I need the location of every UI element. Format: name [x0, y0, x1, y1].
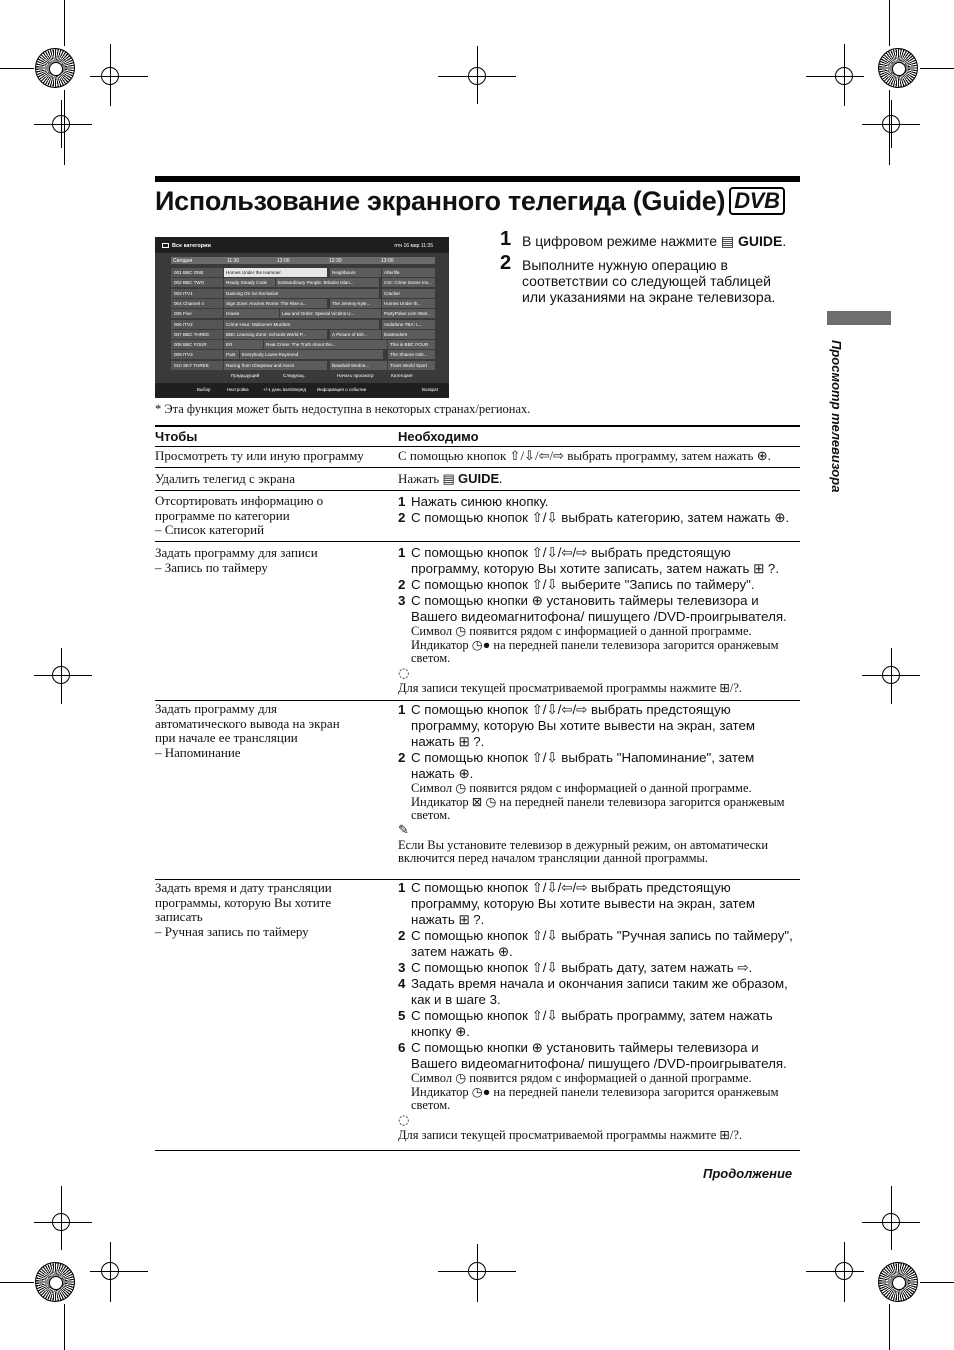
epg-channel: 001 BBC ONE	[171, 268, 223, 277]
guide-key-icon: ▤	[442, 471, 455, 486]
epg-program[interactable]: House	[223, 309, 279, 318]
memo-icon: ✎	[398, 822, 409, 838]
epg-program[interactable]: Real Crime: The Truth About the...	[263, 340, 387, 349]
epg-program[interactable]: Racing from Chepstow and Ascot	[223, 361, 327, 370]
tip-icon: ◌	[398, 665, 410, 681]
guide-icon	[162, 243, 169, 248]
crosshair-icon	[101, 1262, 119, 1280]
instruction-step: 3 С помощью кнопки ⊕ установить таймеры телевизора и Вашего видеомагнитофона/ пишущего /DVD-проигрывателя.	[398, 593, 787, 624]
epg-program[interactable]: Sign Zone: Ancient Rome: The Rise a...	[223, 299, 327, 308]
epg-program[interactable]: ER	[223, 340, 263, 349]
epg-channel: 007 BBC THREE	[171, 330, 223, 339]
epg-channel: 008 BBC FOUR	[171, 340, 223, 349]
epg-program[interactable]: Everybody Loves Raymond	[239, 350, 383, 359]
col-head-left: Чтобы	[155, 429, 198, 444]
row-rule	[155, 490, 800, 491]
epg-timebar	[171, 257, 435, 264]
epg-program[interactable]: Neighbours	[329, 268, 381, 277]
footnote: * Эта функция может быть недоступна в некоторых странах/регионах.	[155, 402, 531, 416]
guide-key-label: GUIDE	[457, 471, 500, 486]
epg-date: птн 16 мар 11:35	[394, 243, 433, 249]
epg-program[interactable]: This is BBC FOUR	[387, 340, 435, 349]
epg-program[interactable]: CSI: Crime Scene Inv...	[381, 278, 435, 287]
epg-program[interactable]: A Picture of Brit...	[329, 330, 381, 339]
epg-row[interactable]	[171, 299, 435, 308]
instruction-step: 4 Задать время начала и окончания записи таким же образом, как и в шаге 3.	[398, 976, 788, 1007]
row6-left: Задать время и дату трансляции программы, которую Вы хотите записать – Ручная запись по таймеру	[155, 880, 332, 939]
row5-left: Задать программу для автоматического вывода на экран при начале ее трансляции – Напоминание	[155, 701, 340, 760]
tip-text: Для записи текущей просматриваемой программы нажмите ⊞/?.	[398, 680, 742, 695]
epg-channel: 009 ITV3	[171, 350, 223, 359]
step-1-number: 1	[500, 228, 512, 250]
instruction-step: 1 С помощью кнопок ⇧/⇩/⇦/⇨ выбрать предстоящую программу, которую Вы хотите вывести на экран, затем нажать ⊞ ?.	[398, 880, 756, 927]
row4-left: Задать программу для записи – Запись по таймеру	[155, 545, 318, 575]
dvb-badge-icon: DVB	[729, 187, 785, 215]
registration-dial-icon	[878, 48, 918, 88]
row2-right: Нажать ▤ GUIDE.	[398, 471, 503, 486]
epg-row[interactable]	[171, 361, 435, 370]
epg-program[interactable]: PartyPoker.com Worl...	[381, 309, 435, 318]
tip-icon: ◌	[398, 1112, 410, 1128]
epg-footer	[155, 383, 449, 398]
row2-left: Удалить телегид с экрана	[155, 471, 295, 486]
epg-channel: 002 BBC TWO	[171, 278, 223, 287]
epg-program[interactable]: Homes Under the Hammer	[223, 268, 327, 277]
epg-program[interactable]: BBC Learning Zone: Schools World P...	[223, 330, 327, 339]
epg-row[interactable]	[171, 289, 435, 298]
epg-program[interactable]: Afterlife	[381, 268, 435, 277]
row-rule	[155, 446, 800, 447]
epg-foot-info: Информация о событии	[317, 387, 367, 392]
epg-foot-select: Выбор	[197, 387, 211, 392]
crosshair-icon	[468, 67, 486, 85]
step-2-number: 2	[500, 252, 512, 274]
epg-program[interactable]: Crime Hour: Midsomer Murders	[223, 320, 379, 329]
instruction-note: Символ ◷ появится рядом с информацией о данной программе. Индикатор ◷● на передней панели телевизора загорится оранжевым светом.	[411, 624, 779, 665]
epg-program[interactable]: Dancing On Ice Exclusive	[223, 289, 379, 298]
page-title-text: Использование экранного телегида (Guide)	[155, 186, 726, 216]
epg-channel: 005 Five	[171, 309, 223, 318]
epg-foot-setup: Настройка	[227, 387, 249, 392]
instruction-step: 2 С помощью кнопок ⇧/⇩ выберите "Запись по таймеру".	[398, 577, 755, 592]
instruction-step: 1 С помощью кнопок ⇧/⇩/⇦/⇨ выбрать предстоящую программу, которую Вы хотите записать, затем нажать ⊞ ?.	[398, 545, 780, 576]
epg-foot-day: +/-1 день вал/вперёд	[263, 387, 306, 392]
epg-program[interactable]: Eastenders	[381, 330, 435, 339]
section-tab	[827, 311, 891, 325]
row3-left: Отсортировать информацию о программе по категории – Список категорий	[155, 493, 324, 537]
table-top-rule	[155, 425, 800, 427]
instruction-step: 3 С помощью кнопок ⇧/⇩ выбрать дату, затем нажать ⇨.	[398, 960, 753, 975]
epg-screen	[155, 237, 449, 398]
step-1-text: В цифровом режиме нажмите ▤ GUIDE.	[522, 233, 787, 249]
crosshair-icon	[52, 666, 70, 684]
epg-channel: 010 SKY THREE	[171, 361, 223, 370]
guide-key-label: GUIDE	[738, 233, 783, 249]
instruction-step: 2 С помощью кнопок ⇧/⇩ выбрать категорию, затем нажать ⊕.	[398, 510, 790, 525]
epg-time: 12:00	[277, 258, 290, 264]
epg-today: Сегодня	[173, 258, 193, 264]
instruction-note: Символ ◷ появится рядом с информацией о данной программе. Индикатор ◷● на передней панели телевизора загорится оранжевым светом.	[411, 1071, 779, 1112]
epg-program[interactable]: Trans World Sport	[387, 361, 435, 370]
instruction-step: 2 С помощью кнопок ⇧/⇩ выбрать "Ручная запись по таймеру", затем нажать ⊕.	[398, 928, 793, 959]
epg-row[interactable]	[171, 340, 435, 349]
epg-time: 11:30	[227, 258, 240, 264]
epg-foot-return: Возврат	[422, 387, 439, 392]
epg-row[interactable]	[171, 309, 435, 318]
epg-category: Все категории	[172, 243, 211, 249]
instruction-step: 1 С помощью кнопок ⇧/⇩/⇦/⇨ выбрать предстоящую программу, которую Вы хотите вывести на экран, затем нажать ⊞ ?.	[398, 702, 756, 749]
continued-label: Продолжение	[703, 1166, 793, 1181]
table-bottom-rule	[155, 1150, 800, 1151]
epg-row[interactable]	[171, 350, 435, 359]
epg-program[interactable]: Extraordinary People: Britains Islan...	[275, 278, 379, 287]
crosshair-icon	[835, 1262, 853, 1280]
row1-left: Просмотреть ту или иную программу	[155, 448, 364, 463]
instruction-step: 1 Нажать синюю кнопку.	[398, 494, 549, 509]
tip-text: Для записи текущей просматриваемой программы нажмите ⊞/?.	[398, 1127, 742, 1142]
epg-channel: 006 ITV2	[171, 320, 223, 329]
row3-right	[398, 494, 800, 526]
epg-time: 13:00	[381, 258, 394, 264]
epg-nav-next[interactable]: Следующ.	[283, 373, 305, 378]
epg-row[interactable]	[171, 278, 435, 287]
section-side-label: Просмотр телевизора	[829, 340, 844, 493]
guide-key-icon: ▤	[720, 233, 735, 249]
epg-program[interactable]: Ready Steady Cook	[223, 278, 275, 287]
row-rule	[155, 467, 800, 468]
epg-row[interactable]	[171, 320, 435, 329]
instruction-note: Символ ◷ появится рядом с информацией о данной программе. Индикатор ⊠ ◷ на передней панели телевизора загорится оранжевым светом.	[411, 781, 785, 822]
epg-nav-category[interactable]: Категория	[391, 373, 413, 378]
epg-program[interactable]: Baseball Wedne...	[329, 361, 387, 370]
epg-channel: 003 ITV1	[171, 289, 223, 298]
epg-program[interactable]: Law and Order: Special Victims U...	[279, 309, 383, 318]
epg-program[interactable]: Homes Under th...	[381, 299, 435, 308]
epg-nav-prev[interactable]: Предыдущий	[231, 373, 260, 378]
col-head-right: Необходимо	[398, 429, 479, 444]
row1-right: С помощью кнопок ⇧/⇩/⇦/⇨ выбрать программу, затем нажать ⊕.	[398, 448, 771, 463]
crosshair-icon	[468, 1262, 486, 1280]
crosshair-icon	[882, 1213, 900, 1231]
title-rule	[155, 176, 800, 182]
crosshair-icon	[101, 67, 119, 85]
row5-right	[398, 702, 800, 865]
epg-nav-watch[interactable]: Начать просмотр	[337, 373, 374, 378]
epg-nav	[227, 373, 437, 380]
row-rule	[155, 541, 800, 542]
instruction-step: 6 С помощью кнопки ⊕ установить таймеры телевизора и Вашего видеомагнитофона/ пишущего /DVD-проигрывателя.	[398, 1040, 787, 1071]
epg-program[interactable]: Cracker	[381, 289, 435, 298]
instruction-step: 5 С помощью кнопок ⇧/⇩ выбрать программу, затем нажать кнопку ⊕.	[398, 1008, 773, 1039]
registration-dial-icon	[878, 1262, 918, 1302]
crosshair-icon	[52, 115, 70, 133]
row4-right	[398, 545, 800, 695]
crosshair-icon	[882, 115, 900, 133]
epg-program[interactable]: The Sharon Osb...	[387, 350, 435, 359]
epg-header	[155, 237, 449, 253]
epg-program[interactable]: The Jeremy Kyle...	[329, 299, 381, 308]
epg-row[interactable]	[171, 268, 435, 277]
epg-program[interactable]: Vodafone TBA: L...	[381, 320, 435, 329]
epg-program[interactable]: Past	[223, 350, 239, 359]
epg-row[interactable]	[171, 330, 435, 339]
crosshair-icon	[835, 67, 853, 85]
memo-text: Если Вы установите телевизор в дежурный режим, он автоматически включится перед началом трансляции данной программы.	[398, 837, 769, 865]
epg-time: 12:30	[329, 258, 342, 264]
page-title	[155, 186, 785, 217]
registration-dial-icon	[35, 48, 75, 88]
instruction-step: 2 С помощью кнопок ⇧/⇩ выбрать "Напоминание", затем нажать ⊕.	[398, 750, 755, 781]
crosshair-icon	[52, 1213, 70, 1231]
row6-right	[398, 880, 800, 1142]
step-2-text: Выполните нужную операцию в соответствии со следующей таблицей или указаниями на экране телевизора.	[522, 257, 776, 305]
registration-dial-icon	[35, 1262, 75, 1302]
crosshair-icon	[882, 666, 900, 684]
epg-channel: 004 Channel 4	[171, 299, 223, 308]
